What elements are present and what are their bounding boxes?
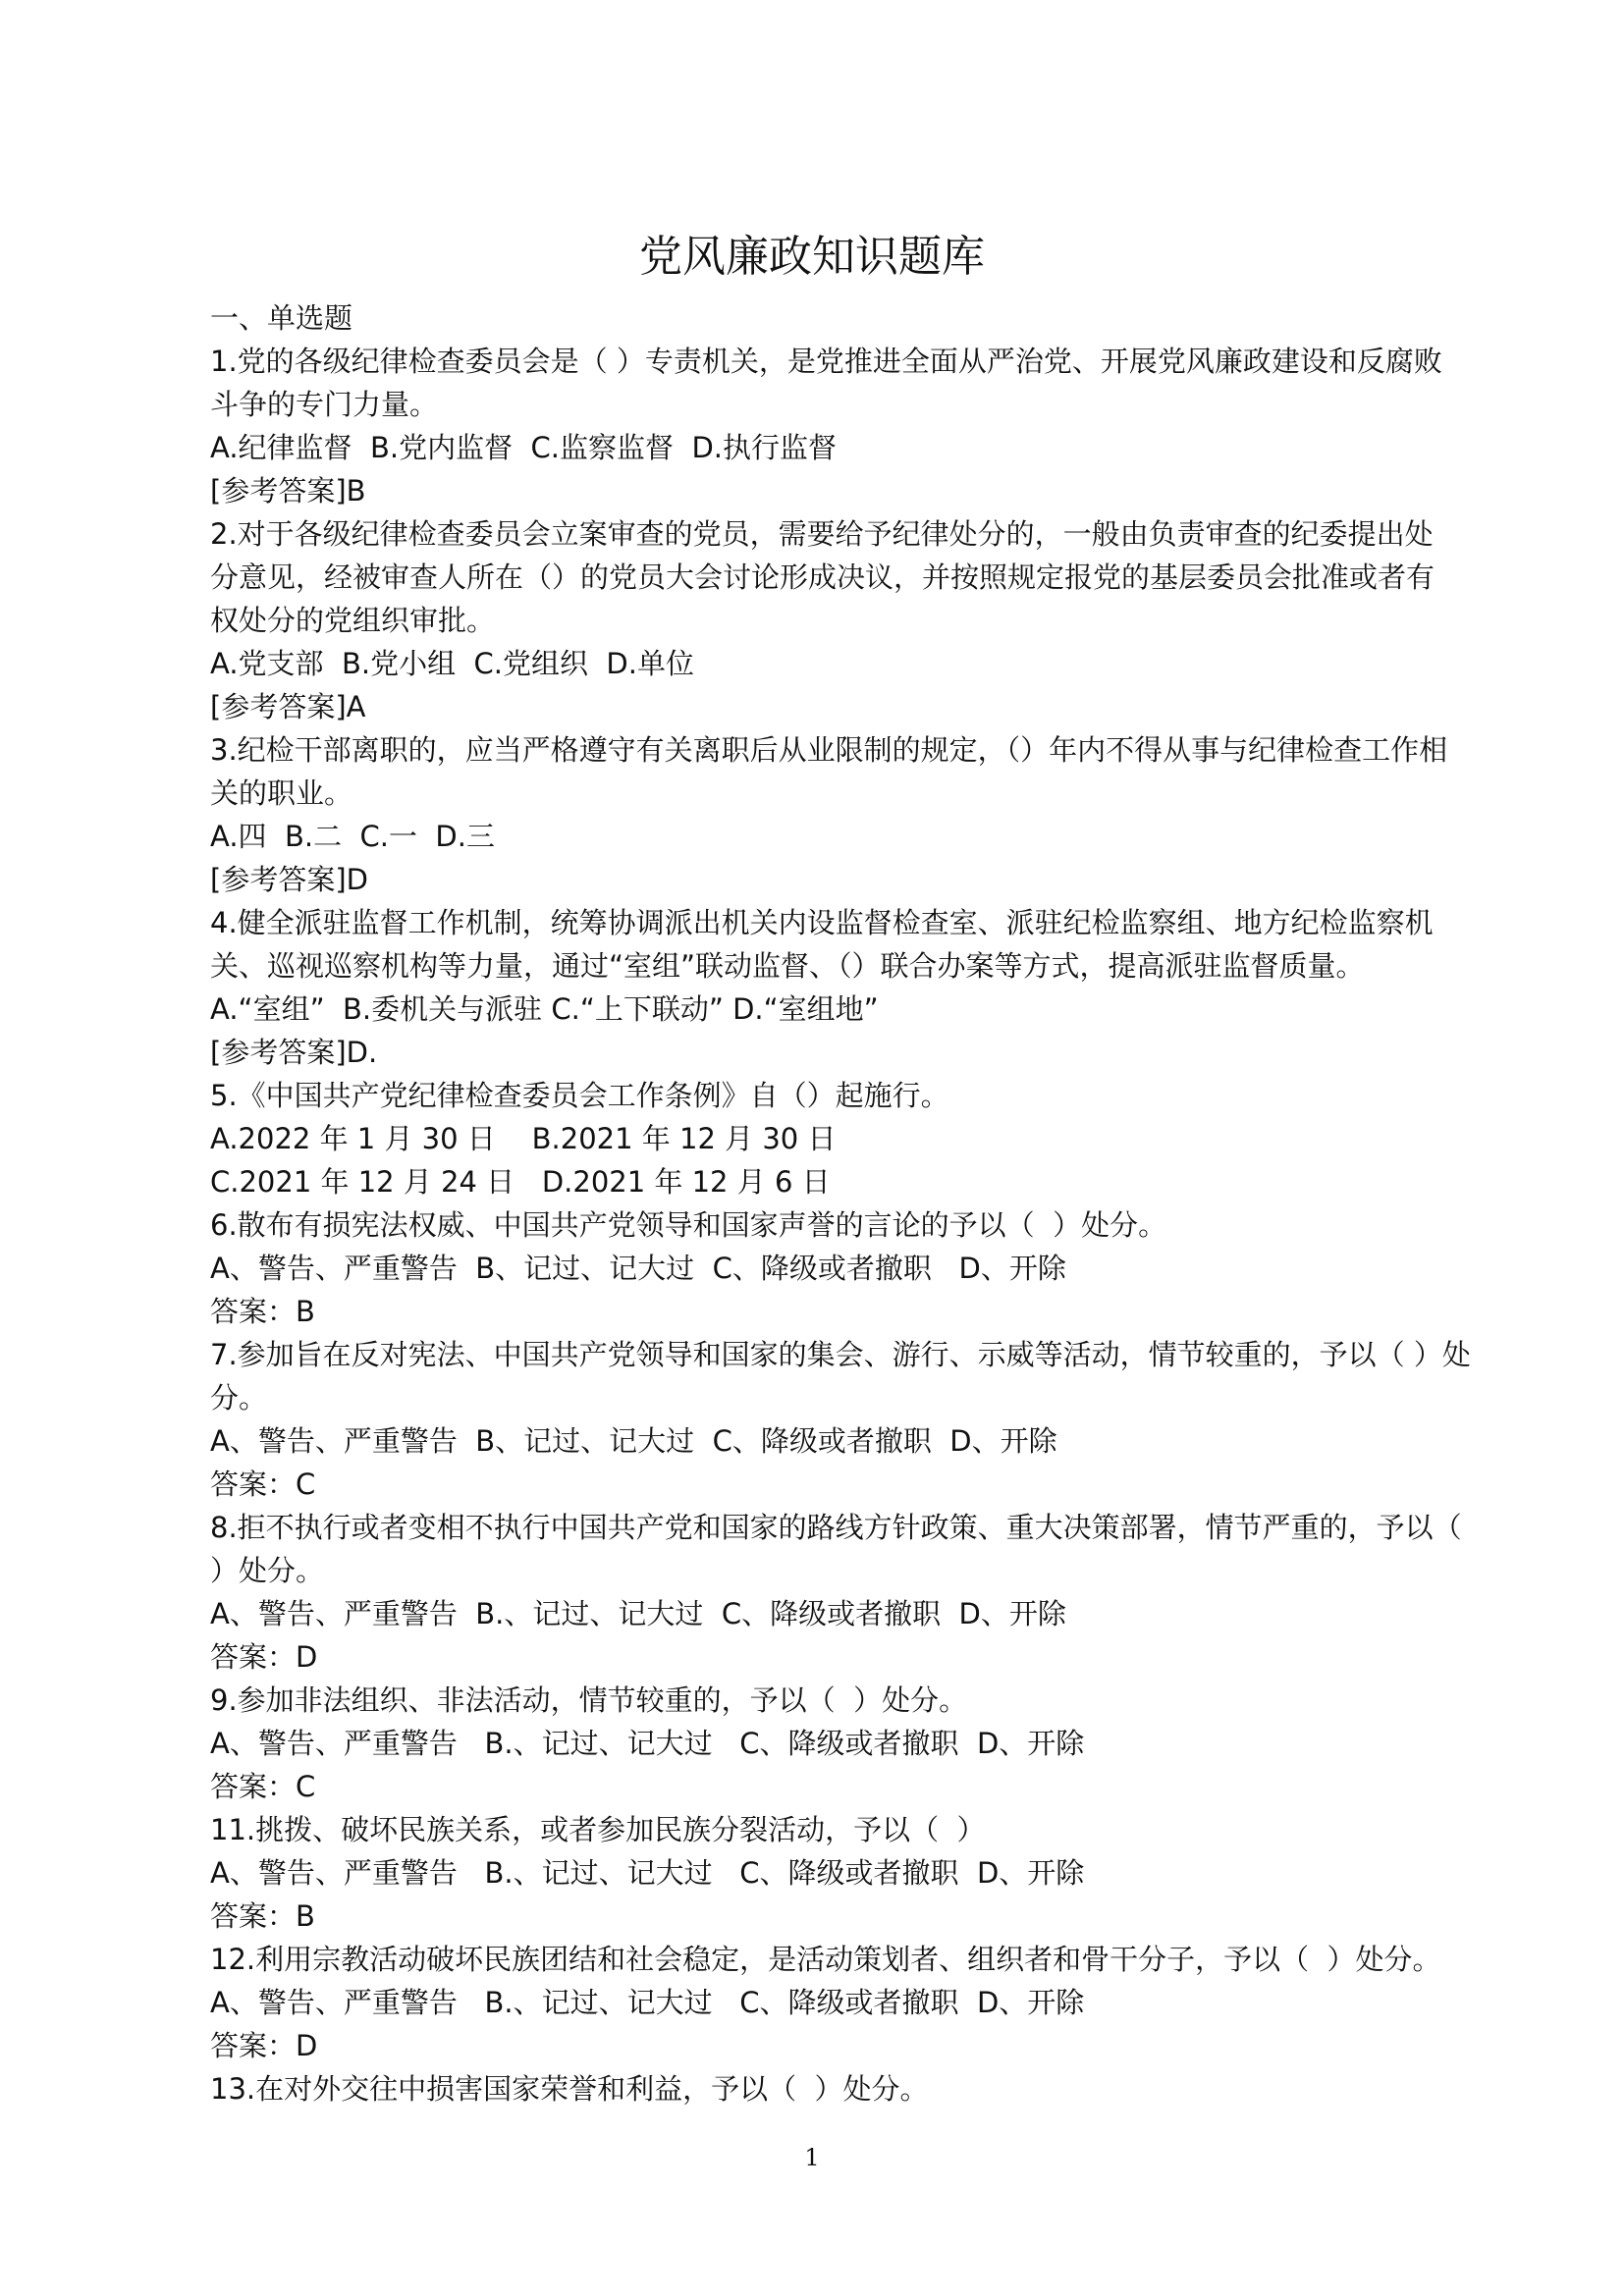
- text-line: 答案：D: [210, 2029, 318, 2062]
- text-line: A.2022 年 1 月 30 日 B.2021 年 12 月 30 日: [210, 1122, 837, 1155]
- text-line: 4.健全派驻监督工作机制，统筹协调派出机关内设监督检查室、派驻纪检监察组、地方纪检监察机: [210, 906, 1434, 939]
- text-line: 6.散布有损宪法权威、中国共产党领导和国家声誉的言论的予以（ ）处分。: [210, 1208, 1167, 1242]
- text-line: 分。: [210, 1381, 268, 1415]
- text-line: 12.利用宗教活动破坏民族团结和社会稳定，是活动策划者、组织者和骨干分子，予以（ ）处分。: [210, 1943, 1441, 1976]
- text-line: 斗争的专门力量。: [210, 388, 439, 421]
- text-line: 权处分的党组织审批。: [210, 604, 496, 637]
- text-line: 关、巡视巡察机构等力量，通过“室组”联动监督、（）联合办案等方式，提高派驻监督质量。: [210, 949, 1365, 983]
- text-line: 答案：B: [210, 1295, 315, 1328]
- text-line: 8.拒不执行或者变相不执行中国共产党和国家的路线方针政策、重大决策部署，情节严重的，予以（: [210, 1511, 1462, 1544]
- question-list: [210, 296, 1471, 2110]
- text-line: [参考答案]B: [210, 474, 366, 507]
- text-line: 答案：C: [210, 1770, 316, 1803]
- text-line: A、警告、严重警告 B.、记过、记大过 C、降级或者撤职 D、开除: [210, 1727, 1085, 1760]
- document-title: 党风廉政知识题库: [639, 232, 985, 282]
- page-number: 1: [804, 2144, 820, 2171]
- text-line: A、警告、严重警告 B.、记过、记大过 C、降级或者撤职 D、开除: [210, 1986, 1085, 2019]
- text-line: [参考答案]D: [210, 863, 368, 896]
- text-line: 答案：B: [210, 1899, 315, 1933]
- text-line: ）处分。: [210, 1554, 325, 1587]
- text-line: [参考答案]A: [210, 690, 366, 723]
- text-line: A、警告、严重警告 B.、记过、记大过 C、降级或者撤职 D、开除: [210, 1856, 1085, 1890]
- text-line: A、警告、严重警告 B.、记过、记大过 C、降级或者撤职 D、开除: [210, 1597, 1066, 1630]
- text-line: 一、单选题: [210, 301, 353, 335]
- text-line: C.2021 年 12 月 24 日 D.2021 年 12 月 6 日: [210, 1165, 831, 1199]
- text-line: 11.挑拨、破坏民族关系，或者参加民族分裂活动，予以（ ）: [210, 1813, 986, 1846]
- text-line: A、警告、严重警告 B、记过、记大过 C、降级或者撤职 D、开除: [210, 1424, 1057, 1458]
- text-line: A.纪律监督 B.党内监督 C.监察监督 D.执行监督: [210, 431, 837, 464]
- text-line: 7.参加旨在反对宪法、中国共产党领导和国家的集会、游行、示威等活动，情节较重的，予以（ ）处: [210, 1338, 1471, 1371]
- text-line: 3.纪检干部离职的，应当严格遵守有关离职后从业限制的规定，（）年内不得从事与纪律检查工作相: [210, 733, 1448, 767]
- text-line: 答案：D: [210, 1640, 318, 1674]
- text-line: A.“室组” B.委机关与派驻 C.“上下联动” D.“室组地”: [210, 992, 879, 1026]
- text-line: 2.对于各级纪律检查委员会立案审查的党员，需要给予纪律处分的，一般由负责审查的纪委提出处: [210, 517, 1434, 551]
- text-line: 分意见，经被审查人所在（）的党员大会讨论形成决议，并按照规定报党的基层委员会批准或者有: [210, 561, 1435, 594]
- text-line: 1.党的各级纪律检查委员会是（ ）专责机关，是党推进全面从严治党、开展党风廉政建设和反腐败: [210, 345, 1442, 378]
- text-line: 5.《中国共产党纪律检查委员会工作条例》自（）起施行。: [210, 1079, 949, 1112]
- text-line: A、警告、严重警告 B、记过、记大过 C、降级或者撤职 D、开除: [210, 1252, 1066, 1285]
- text-line: A.四 B.二 C.一 D.三: [210, 820, 495, 853]
- text-line: A.党支部 B.党小组 C.党组织 D.单位: [210, 647, 694, 680]
- text-line: [参考答案]D.: [210, 1036, 378, 1069]
- text-line: 13.在对外交往中损害国家荣誉和利益，予以（ ）处分。: [210, 2072, 929, 2106]
- text-line: 关的职业。: [210, 776, 353, 810]
- text-line: 9.参加非法组织、非法活动，情节较重的，予以（ ）处分。: [210, 1683, 968, 1717]
- text-line: 答案：C: [210, 1468, 316, 1501]
